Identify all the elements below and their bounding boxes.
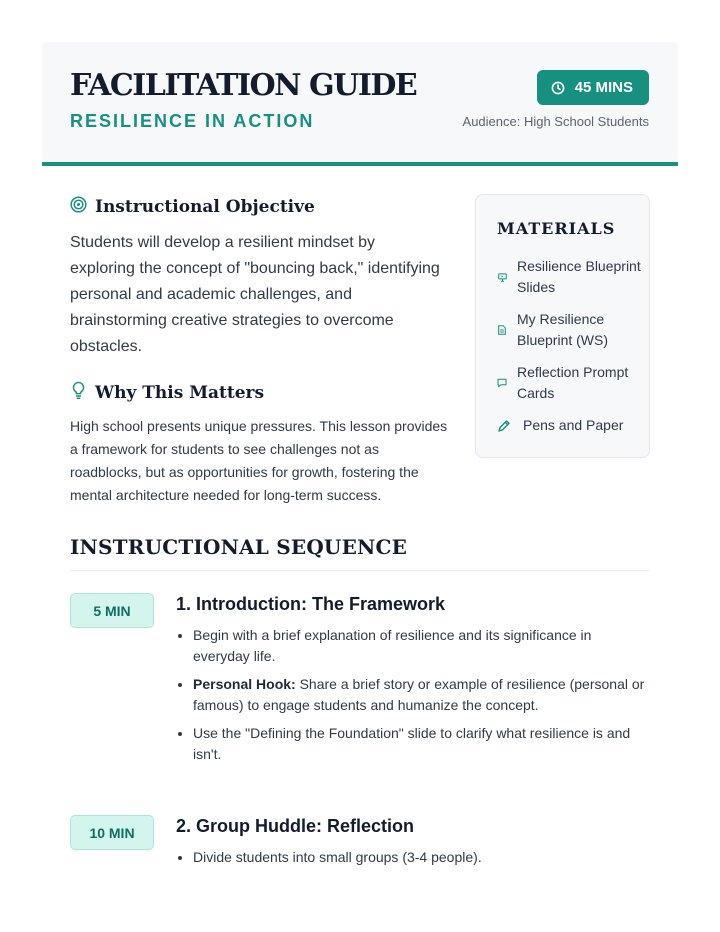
- lightbulb-icon: [70, 381, 87, 405]
- duration-label: 45 MINS: [574, 79, 633, 96]
- why-text: High school presents unique pressures. This lesson provides a framework for students to see challenges not as roadblocks, but as opportunities for growth, fostering the mental architecture needed for long-term success.: [70, 418, 448, 503]
- step-duration-badge: 5 MIN: [70, 593, 154, 628]
- objective-heading: [70, 196, 315, 218]
- document-icon: [497, 325, 507, 335]
- step-title: 2. Group Huddle: Reflection: [176, 816, 415, 836]
- objective-heading-label: Instructional Objective: [95, 197, 315, 217]
- material-item: [497, 309, 642, 351]
- material-label: My Resilience Blueprint (WS): [517, 311, 609, 348]
- material-label: Resilience Blueprint Slides: [517, 258, 641, 295]
- bullet-text: Use the "Defining the Foundation" slide to clarify what resilience is and isn't.: [193, 725, 631, 762]
- bullet-strong: Personal Hook:: [193, 676, 296, 692]
- materials-heading: MATERIALS: [497, 219, 616, 238]
- step-bullet: [176, 847, 646, 868]
- step-bullet: [176, 723, 646, 765]
- divider: [70, 570, 649, 571]
- material-item: [497, 415, 648, 436]
- bullet-text: Begin with a brief explanation of resilience and its significance in everyday life.: [193, 627, 592, 664]
- guide-header: [42, 42, 678, 166]
- page-subtitle: RESILIENCE IN ACTION: [70, 111, 315, 131]
- pen-icon: [497, 419, 511, 433]
- sequence-heading: INSTRUCTIONAL SEQUENCE: [70, 535, 408, 559]
- objective-text: Students will develop a resilient mindset by exploring the concept of "bouncing back," identifying personal and academic challenges, and brainstorming creative strategies to overcome obstacles.: [70, 234, 440, 355]
- presentation-icon: [497, 273, 507, 282]
- step-title: 1. Introduction: The Framework: [176, 594, 446, 614]
- why-heading-label: Why This Matters: [95, 383, 265, 403]
- bullet-text: Divide students into small groups (3-4 people).: [193, 849, 482, 865]
- bullet-text: Share a brief story or example of resilience (personal or famous) to engage students and humanize the concept.: [193, 676, 645, 713]
- target-icon: [70, 196, 87, 218]
- facilitation-guide-page: [42, 42, 678, 865]
- material-item: [497, 256, 642, 298]
- message-icon: [497, 378, 507, 388]
- clock-icon: [551, 81, 565, 95]
- page-title: FACILITATION GUIDE: [70, 68, 417, 103]
- audience-label: Audience: High School Students: [462, 114, 649, 129]
- step-bullet-list: [176, 847, 646, 875]
- why-heading: [70, 381, 264, 405]
- materials-card: [475, 194, 650, 458]
- step-bullet: [176, 625, 646, 667]
- material-label: Pens and Paper: [523, 417, 624, 433]
- duration-badge: [537, 70, 649, 105]
- step-duration-badge: 10 MIN: [70, 815, 154, 850]
- material-label: Reflection Prompt Cards: [517, 364, 629, 401]
- material-item: [497, 362, 642, 404]
- step-bullet: [176, 674, 646, 716]
- step-bullet-list: [176, 625, 646, 772]
